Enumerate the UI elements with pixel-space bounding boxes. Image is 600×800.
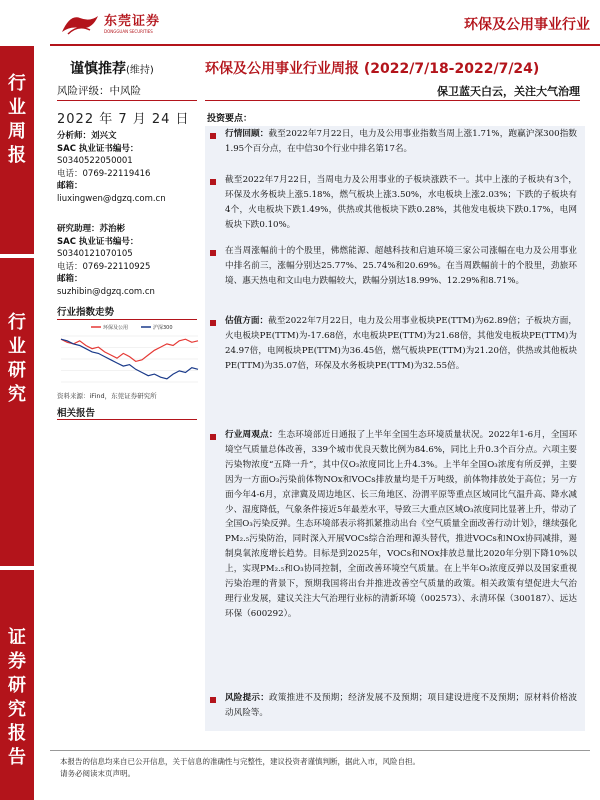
sidebar-char: 研 [8, 675, 26, 696]
divider [57, 319, 197, 320]
left-sidebar [0, 46, 34, 800]
bullet-icon [210, 697, 216, 703]
paragraph-risk-warning [225, 691, 577, 721]
report-date: 2022 年 7 月 24 日 [57, 112, 190, 127]
divider [57, 419, 197, 420]
sidebar-block-research [0, 311, 34, 407]
paragraph-label: 估值方面： [225, 316, 269, 326]
sidebar-block-report [0, 626, 34, 770]
divider [57, 100, 197, 101]
divider [205, 100, 580, 101]
phone: 电话：0769-22110925 [57, 261, 151, 272]
chart-source: 资料来源：iFind，东莞证券研究所 [57, 392, 157, 400]
paragraph-label: 风险提示： [225, 693, 270, 703]
paragraph-text: 政策推进不及预期；经济发展不及预期；项目建设进度不及预期；原材料价格波动风险等。 [225, 693, 577, 718]
sidebar-char: 周 [8, 121, 26, 142]
sidebar-char: 报 [8, 145, 26, 166]
cert-label: SAC 执业证书编号： [57, 236, 139, 247]
logo-chinese-name: 东莞证券 [104, 14, 161, 29]
legend-label: 沪深300 [153, 325, 173, 331]
paragraph-market-review [225, 127, 577, 157]
bullet-icon [210, 434, 216, 440]
bullet-icon [210, 320, 216, 326]
paragraph-text: 生态环境部近日通报了上半年全国生态环境质量状况。2022年1-6月，全国环境空气质量总体改善，339个城市优良天数比例为84.6%，同比上升0.3个百分点。六项主要污染物浓度“五降一升”，其中仅O₃浓度同比上升4.3%。上半年全国O₃浓度有所反弹，主要因为一方面O₃污染前体物NOx和VOCs排放量均是千万吨级，前体物排放处于高位；另一方面今年4-6月，京津冀及周边地区、长三角地区、汾渭平原等重点区域同比气温升高、降水减少、湿度降低，气象条件接近5年最差水平，导致三大重点区域O₃浓度同比显著上升，带动了全国O₃污染反弹。生态环境部表示将抓紧推动出台《空气质量全面改善行动计划》，继续强化PM₂.₅污染防治，同时深入开展VOCs综合治理和源头替代，推进VOCs和NOx协同减排，遏制臭氧浓度增长趋势。目标是到2025年，VOCs和NOx排放总量比2020年分别下降10%以上，实现PM₂.₅和O₃协同控制，全面改善环境空气质量。在上半年O₃浓度反弹以及国家重视污染治理的背景下，预期我国将出台并推进改善空气质量的政策。相关政策有望促进大气治理行业发展，建议关注大气治理行业标的清新环境（002573）、永清环保（300187）、远达环保（600292）。 [225, 430, 577, 619]
email-label: 邮箱： [57, 274, 83, 284]
sidebar-char: 行 [8, 312, 26, 333]
industry-label: 环保及公用事业行业 [464, 17, 590, 33]
paragraph-text: 截至2022年7月22日，电力及公用事业指数当周上涨1.71%，跑赢沪深300指数1.95个百分点，在中信30个行业中排名第17名。 [225, 129, 577, 154]
logo-english-name: DONGGUAN SECURITIES [104, 29, 153, 34]
report-title: 环保及公用事业行业周报 (2022/7/18-2022/7/24) [205, 61, 540, 77]
sidebar-char: 业 [8, 336, 26, 357]
bullet-icon [210, 133, 216, 139]
sidebar-char: 告 [8, 747, 26, 768]
sidebar-divider [0, 566, 34, 570]
paragraph-label: 行情回顾： [225, 129, 269, 139]
related-reports-title: 相关报告 [57, 408, 96, 419]
industry-index-chart [57, 322, 202, 386]
report-subtitle: 保卫蓝天白云，关注大气治理 [437, 85, 580, 98]
chart-series-line-1 [61, 339, 198, 361]
sidebar-char: 业 [8, 97, 26, 118]
page-footer [60, 756, 585, 780]
paragraph-subsectors [225, 173, 577, 233]
sidebar-char: 究 [8, 699, 26, 720]
paragraph-valuation [225, 314, 577, 374]
sidebar-char: 证 [8, 627, 26, 648]
paragraph-label: 行业周观点： [225, 430, 278, 440]
company-logo [60, 12, 160, 38]
disclaimer-notice: 请务必阅读末页声明。 [60, 769, 135, 778]
paragraph-text: 在当周涨幅前十的个股里，佛燃能源、超越科技和启迪环境三家公司涨幅在电力及公用事业中排名前三，涨幅分别达25.77%、25.74%和20.69%。在当周跌幅前十的个股里，劲旅环境、惠天热电和文山电力跌幅较大，跌幅分别达18.99%、12.29%和8.71%。 [225, 246, 577, 286]
analyst-name: 研究助理：苏治彬 [57, 224, 126, 234]
email-label: 邮箱： [57, 181, 83, 191]
paragraph-text: 截至2022年7月22日，电力及公用事业板块PE(TTM)为62.89倍；子板块方面，火电板块PE(TTM)为-17.68倍，水电板块PE(TTM)为21.68倍，其他发电板块PE(TTM)为24.97倍，电网板块PE(TTM)为36.45倍，燃气板块PE(TTM)为21.20倍，供热或其他板块PE(TTM)为35.07倍，环保及水务板块PE(TTM)为32.55倍。 [225, 316, 577, 371]
sidebar-char: 研 [8, 360, 26, 381]
disclaimer-text: 本报告的信息均来自已公开信息，关于信息的准确性与完整性，建议投资者谨慎判断，据此入市，风险自担。 [60, 757, 420, 766]
bullet-icon [210, 250, 216, 256]
email-address[interactable]: suzhibin@dgzq.com.cn [57, 286, 155, 297]
risk-level: 风险评级：中风险 [57, 85, 141, 97]
analyst-info [57, 130, 207, 205]
rating-note: (维持) [126, 65, 154, 76]
sidebar-block-weekly [0, 72, 34, 168]
sidebar-char: 究 [8, 384, 26, 405]
sidebar-char: 行 [8, 73, 26, 94]
rating-value: 谨慎推荐 [70, 61, 126, 77]
footer-divider [50, 750, 590, 751]
logo-emblem-icon [60, 12, 100, 38]
sidebar-char: 报 [8, 723, 26, 744]
paragraph-top-stocks [225, 244, 577, 289]
page-header [50, 0, 600, 46]
sidebar-char: 券 [8, 651, 26, 672]
cert-label: SAC 执业证书编号： [57, 143, 139, 154]
chart-title: 行业指数走势 [57, 307, 115, 318]
phone: 电话：0769-22119416 [57, 168, 151, 179]
investment-rating [70, 58, 154, 78]
cert-number: S0340522050001 [57, 156, 133, 166]
paragraph-text: 截至2022年7月22日，当周电力及公用事业的子板块涨跌不一。其中上涨的子板块有3个，环保及水务板块上涨5.18%，燃气板块上涨3.50%，水电板块上涨2.03%；下跌的子板块有4个，火电板块下跌1.49%，供热或其他板块下跌0.28%，其他发电板块下跌0.17%，电网板块下跌0.10%。 [225, 175, 577, 230]
legend-label: 环保及公用 [103, 325, 129, 331]
investment-points-title: 投资要点： [207, 114, 253, 124]
paragraph-weekly-view [225, 428, 577, 622]
chart-legend [91, 324, 173, 331]
bullet-icon [210, 179, 216, 185]
sidebar-divider [0, 254, 34, 258]
cert-number: S0340121070105 [57, 249, 133, 259]
email-address[interactable]: liuxingwen@dgzq.com.cn [57, 193, 166, 204]
assistant-info [57, 223, 207, 298]
analyst-name: 分析师：刘兴文 [57, 131, 117, 141]
